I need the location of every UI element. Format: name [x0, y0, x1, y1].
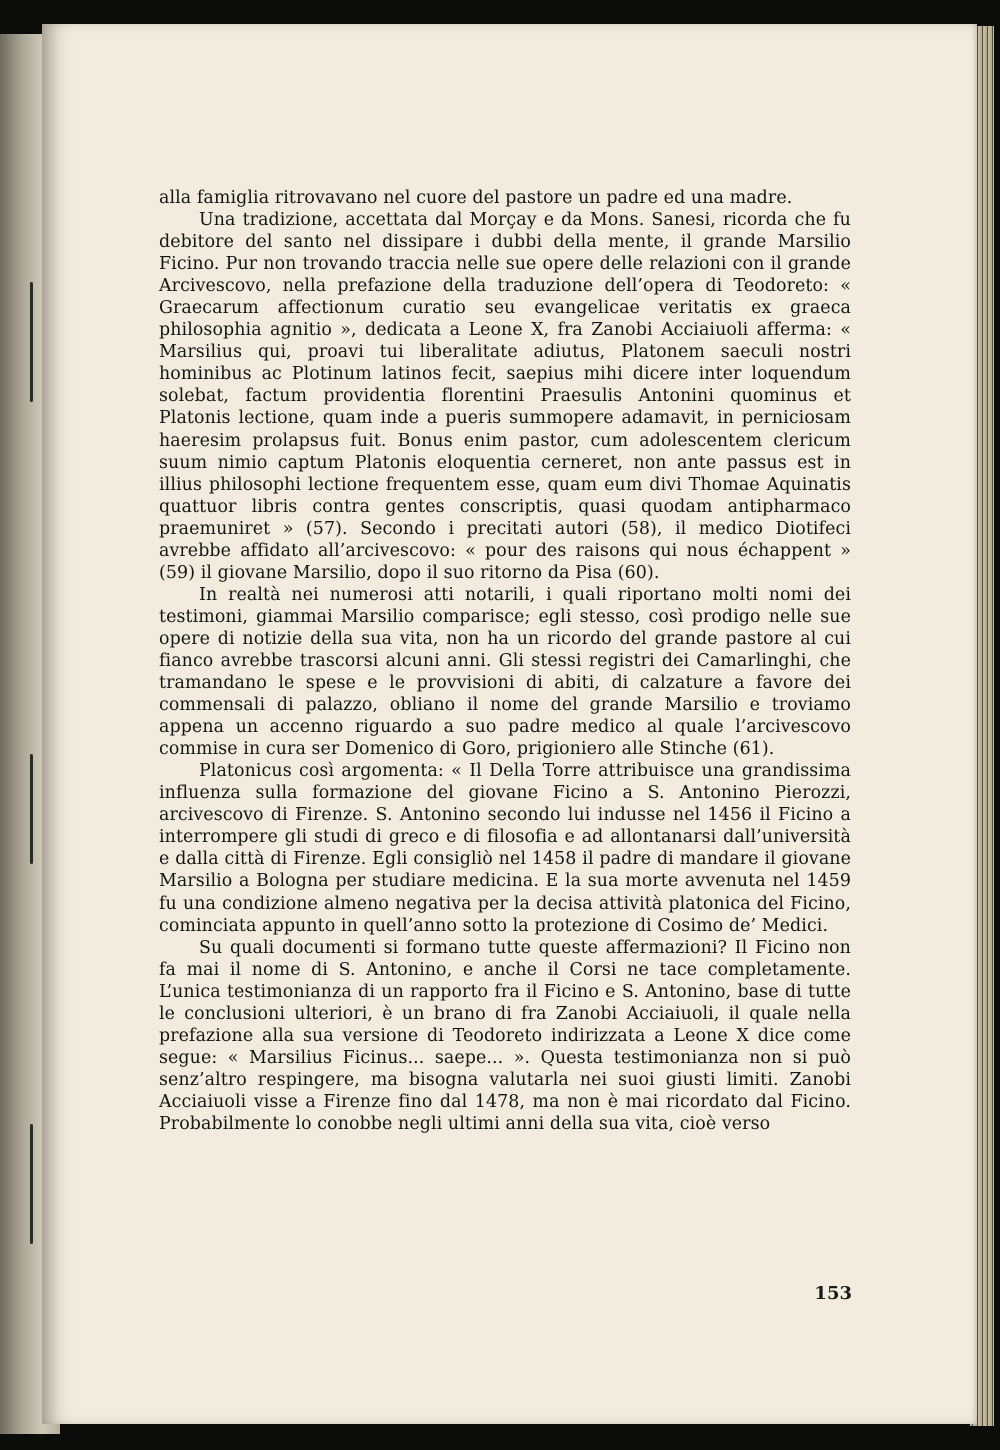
- paragraph: alla famiglia ritrovavano nel cuore del pastore un padre ed una madre.: [159, 188, 793, 208]
- binding-thread: [30, 282, 33, 402]
- paragraph: Su quali documenti si formano tutte queste affermazioni? Il Ficino non fa mai il nome di S. Antonino, e anche il Corsi ne tace completamente. L’unica testimonianza di un rapporto fra il Ficino e S. Antonino, base di tutte le conclusioni ulteriori, è un brano di fra Zanobi Acciaiuoli, il quale nella prefazione alla sua versione di Teodoreto indirizzata a Leone X dice come segue: « Marsilius Ficinus... saepe... ». Questa testimonianza non si può senz’altro respingere, ma bisogna valutarla nei suoi giusti limiti. Zanobi Acciaiuoli visse a Firenze fino dal 1478, ma non è mai ricordato dal Ficino. Probabilmente lo conobbe negli ultimi anni della sua vita, cioè verso: [159, 937, 851, 1134]
- binding-thread: [30, 754, 33, 864]
- body-text: [159, 187, 851, 1135]
- paragraph: Una tradizione, accettata dal Morçay e da Mons. Sanesi, ricorda che fu debitore del santo nel dissipare i dubbi della mente, il grande Marsilio Ficino. Pur non trovando traccia nelle sue opere delle relazioni con il grande Arcivescovo, nella prefazione della traduzione dell’opera di Teodoreto: « Graecarum affectionum curatio seu evangelicae veritatis ex graeca philosophia agnitio », dedicata a Leone X, fra Zanobi Acciaiuoli afferma: « Marsilius qui, proavi tui liberalitate adiutus, Platonem saeculi nostri hominibus ac Plotinum latinos fecit, saepius mihi dicere inter loquendum solebat, factum providentia florentini Praesulis Antonini quominus et Platonis lectione, quam inde a pueris summopere adamavit, in perniciosam haeresim prolapsus fuit. Bonus enim pastor, cum adolescentem clericum suum nimio captum Platonis eloquentia cerneret, non ante passus est in illius philosophi lectione frequentem esse, quam eum divi Thomae Aquinatis quattuor libris contra gentes conscriptis, quasi quodam antipharmaco praemuniret » (57). Secondo i precitati autori (58), il medico Diotifeci avrebbe affidato all’arcivescovo: « pour des raisons qui nous échappent » (59) il giovane Marsilio, dopo il suo ritorno da Pisa (60).: [159, 210, 851, 583]
- page-number: 153: [814, 1283, 852, 1304]
- paragraph: In realtà nei numerosi atti notarili, i quali riportano molti nomi dei testimoni, giammai Marsilio comparisce; egli stesso, così prodigo nelle sue opere di notizie della sua vita, non ha un ricordo del grande pastore al cui fianco avrebbe trascorsi alcuni anni. Gli stessi registri dei Camarlinghi, che tramandano le spese e le provvisioni di abiti, di calzature a favore dei commensali di palazzo, obliano il nome del grande Marsilio e troviamo appena un accenno riguardo a suo padre medico al quale l’arcivescovo commise in cura ser Domenico di Goro, prigioniero alle Stinche (61).: [159, 584, 851, 760]
- binding-thread: [30, 1124, 33, 1244]
- paragraph: Platonicus così argomenta: « Il Della Torre attribuisce una grandissima influenza sulla formazione del giovane Ficino a S. Antonino Pierozzi, arcivescovo di Firenze. S. Antonino secondo lui indusse nel 1456 il Ficino a interrompere gli studi di greco e di filosofia e ad allontanarsi dall’università e dalla città di Firenze. Egli consigliò nel 1458 il padre di mandare il giovane Marsilio a Bologna per studiare medicina. E la sua morte avvenuta nel 1459 fu una condizione almeno negativa per la decisa attività platonica del Ficino, cominciata appunto in quell’anno sotto la protezione di Cosimo de’ Medici.: [159, 761, 851, 936]
